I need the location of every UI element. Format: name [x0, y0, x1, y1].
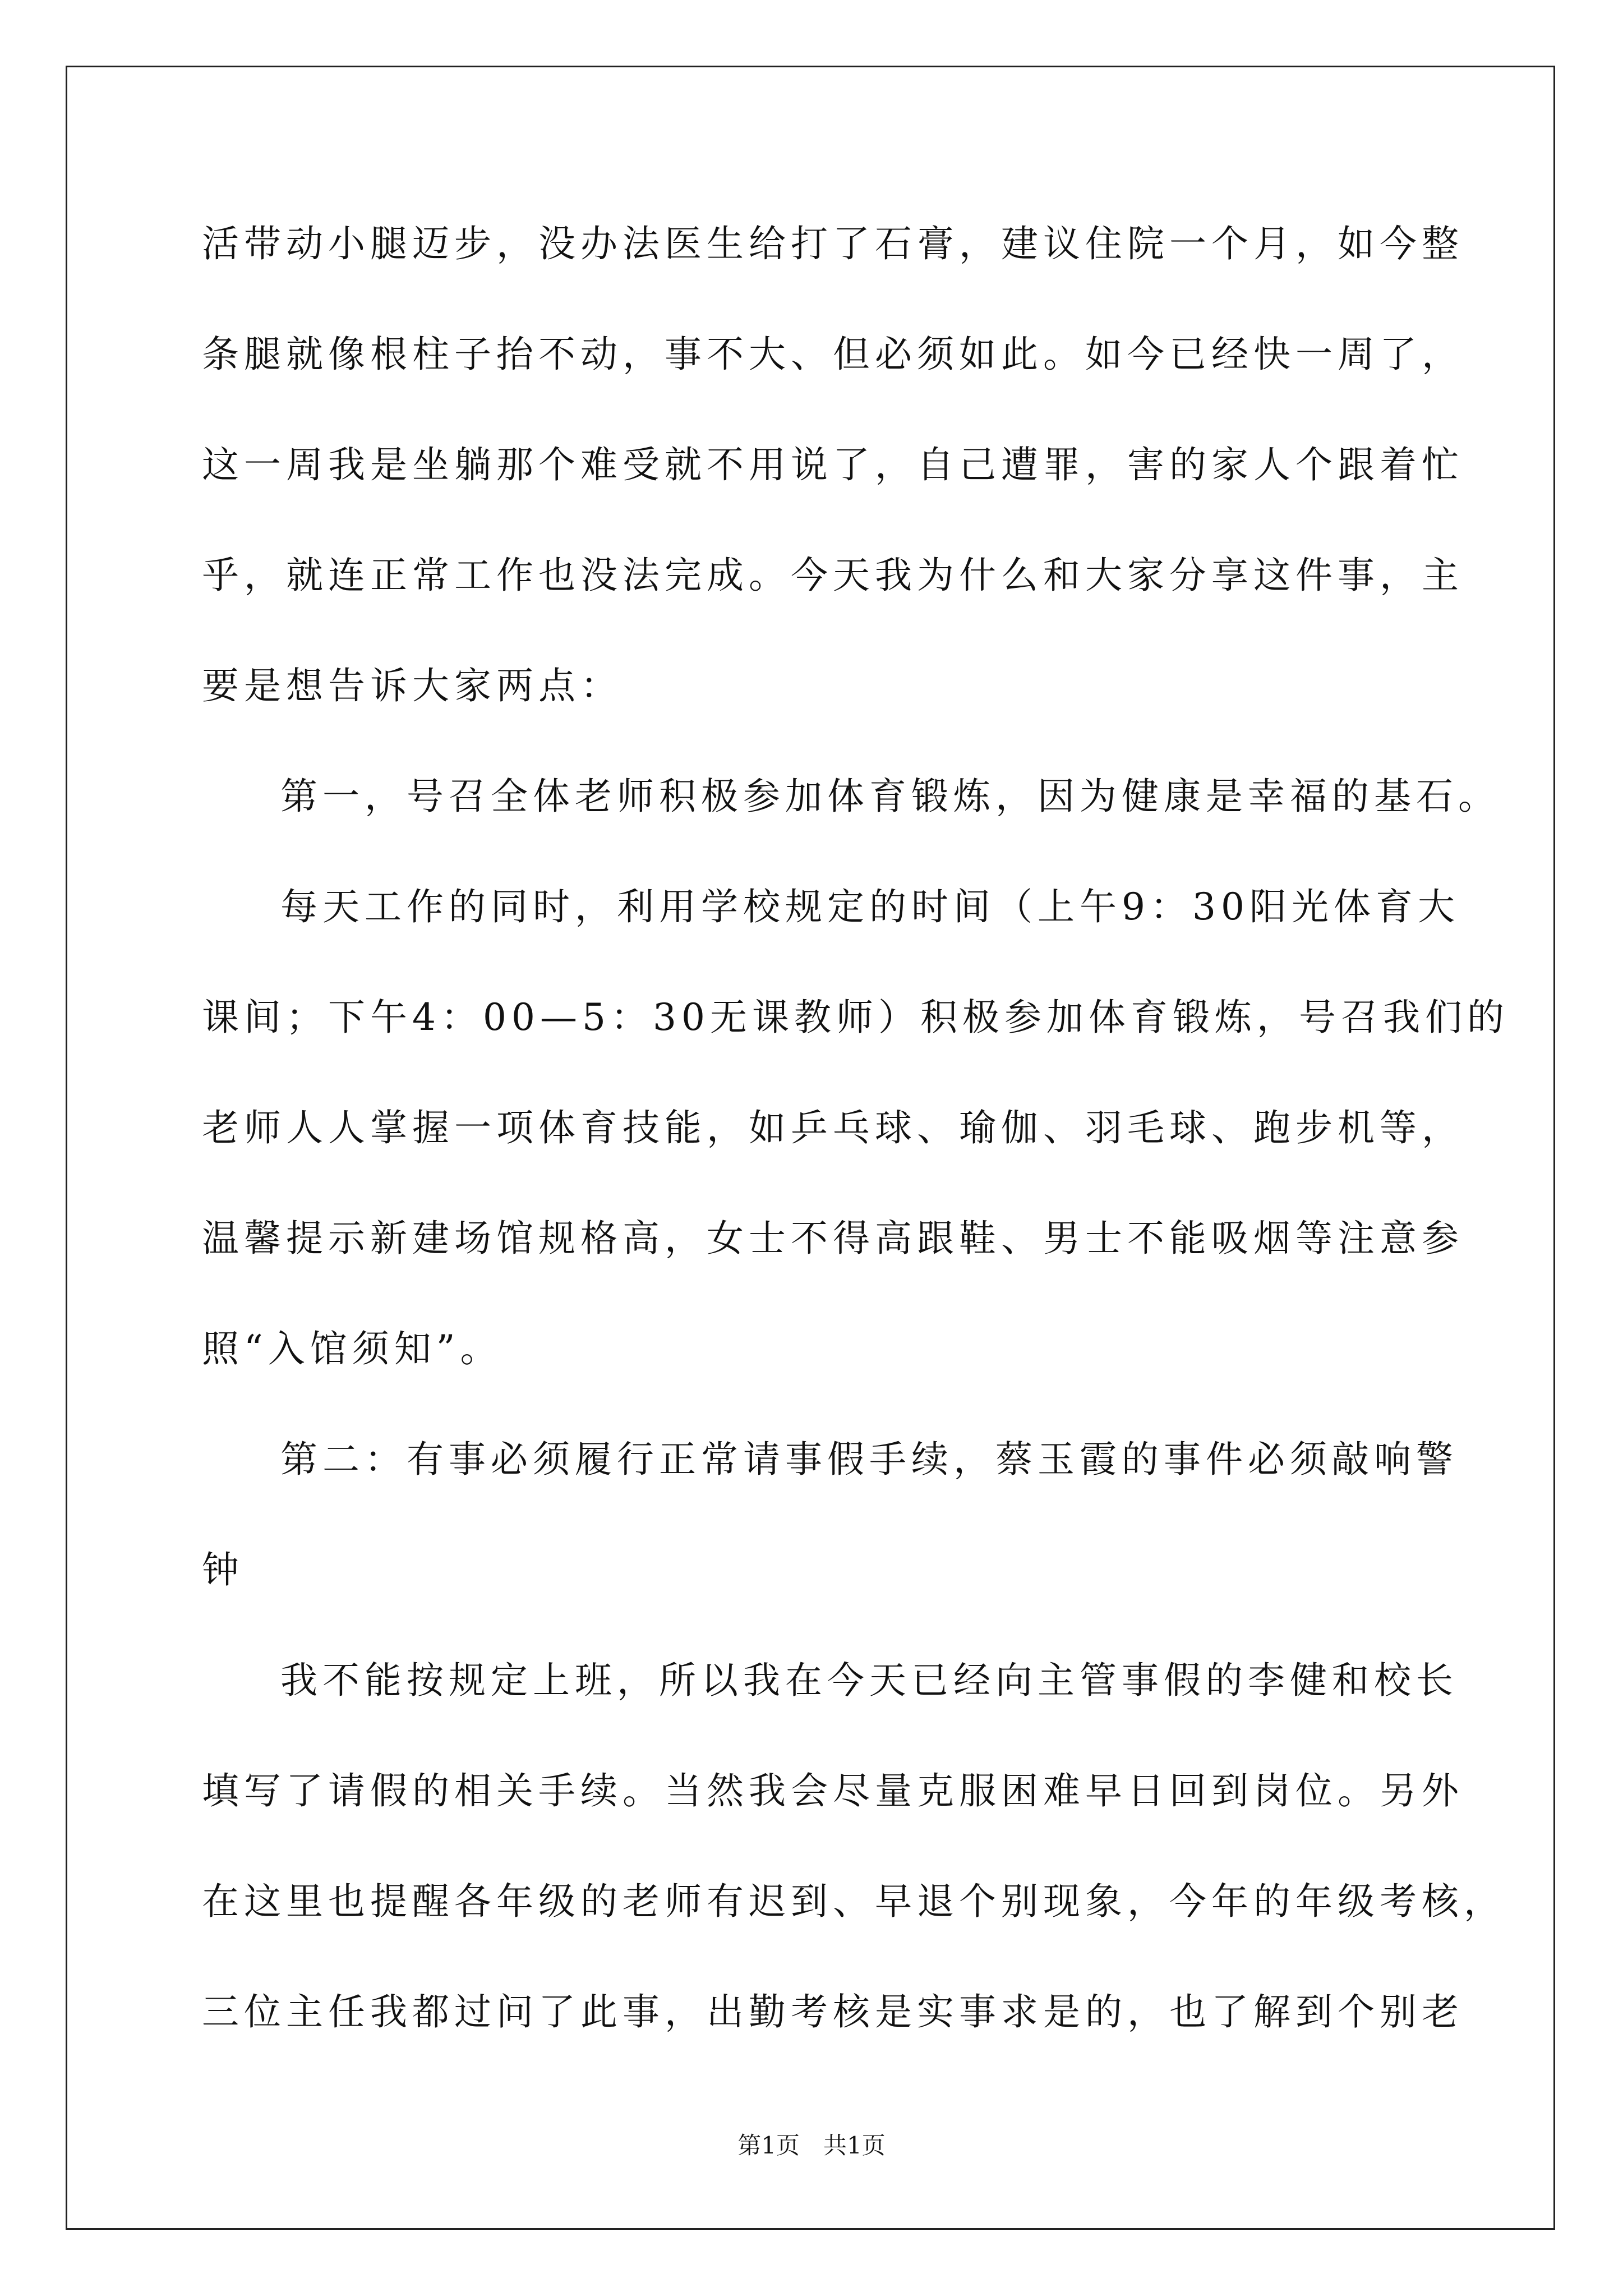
text-line: 这一周我是坐躺那个难受就不用说了，自己遭罪，害的家人个跟着忙: [202, 443, 1464, 486]
text-line: 课间；下午4：00—5：30无课教师）积极参加体育锻炼，号召我们的: [202, 996, 1509, 1039]
text-line: 三位主任我都过问了此事，出勤考核是实事求是的，也了解到个别老: [202, 1990, 1464, 2033]
text-line: 活带动小腿迈步，没办法医生给打了石膏，建议住院一个月，如今整: [202, 222, 1464, 265]
paragraph-first-line: 第二：有事必须履行正常请事假手续，蔡玉霞的事件必须敲响警: [280, 1438, 1458, 1481]
paragraph-first-line: 第一，号召全体老师积极参加体育锻炼，因为健康是幸福的基石。: [280, 775, 1500, 818]
text-line: 老师人人掌握一项体育技能，如乒乓球、瑜伽、羽毛球、跑步机等，: [202, 1106, 1464, 1149]
text-line: 填写了请假的相关手续。当然我会尽量克服困难早日回到岗位。另外: [202, 1769, 1464, 1812]
text-line: 条腿就像根柱子抬不动，事不大、但必须如此。如今已经快一周了，: [202, 333, 1464, 376]
text-line: 钟: [202, 1548, 244, 1591]
page-number-footer: 第1页 共1页: [737, 2132, 886, 2159]
text-line: 照“入馆须知”。: [202, 1327, 502, 1370]
text-line: 温馨提示新建场馆规格高，女士不得高跟鞋、男士不能吸烟等注意参: [202, 1217, 1464, 1260]
text-line: 要是想告诉大家两点：: [202, 664, 623, 707]
paragraph-first-line: 每天工作的同时，利用学校规定的时间（上午9：30阳光体育大: [280, 885, 1460, 928]
paragraph-first-line: 我不能按规定上班，所以我在今天已经向主管事假的李健和校长: [280, 1659, 1458, 1702]
text-line: 乎，就连正常工作也没法完成。今天我为什么和大家分享这件事，主: [202, 554, 1464, 597]
text-line: 在这里也提醒各年级的老师有迟到、早退个别现象，今年的年级考核，: [202, 1880, 1506, 1923]
